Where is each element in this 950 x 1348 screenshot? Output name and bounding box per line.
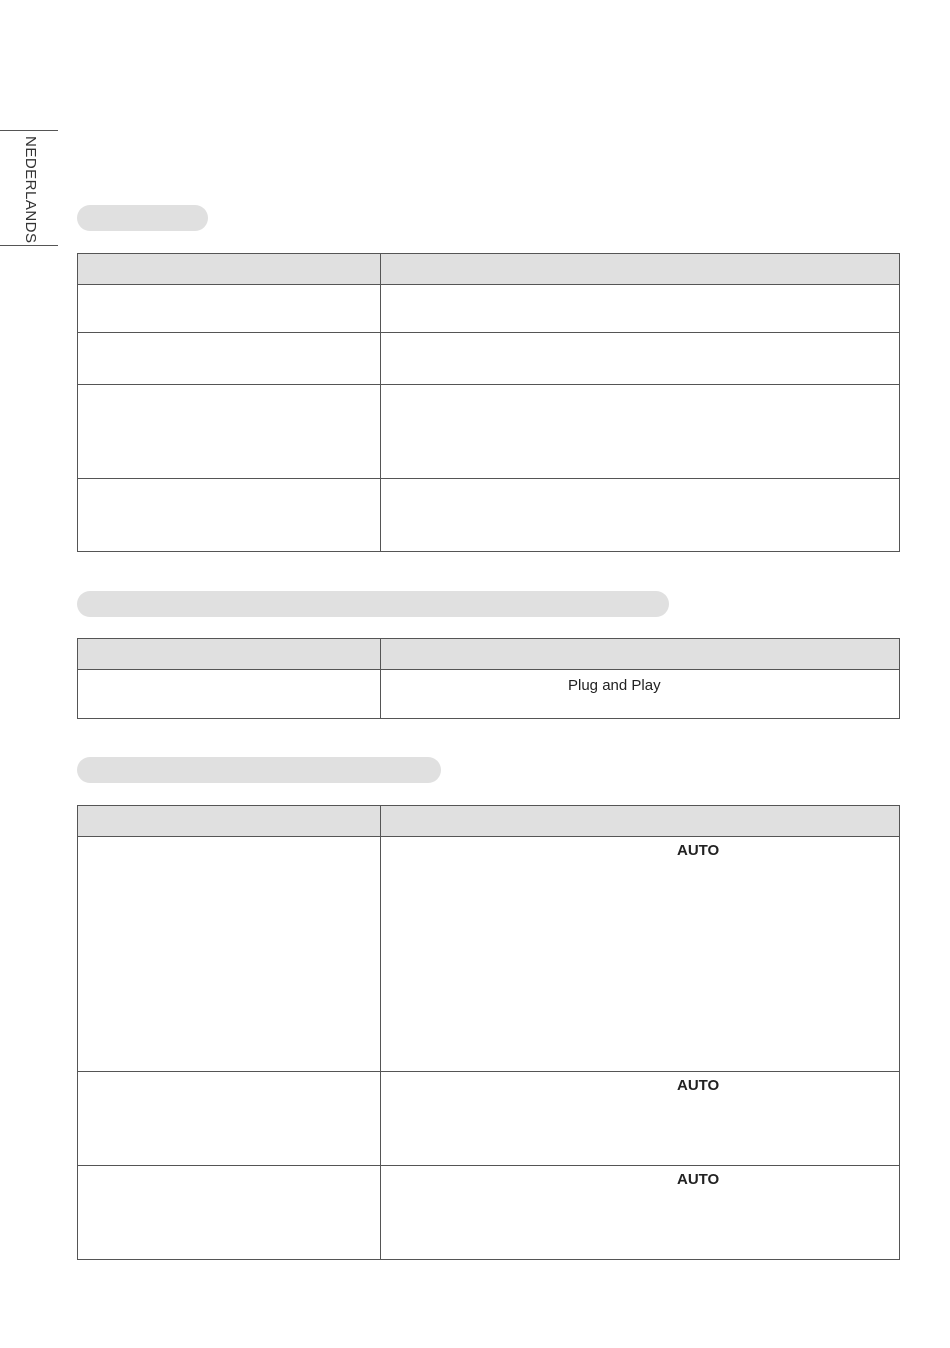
header-cell-solution: [381, 254, 900, 285]
section-3-table: [77, 805, 900, 1260]
table-cell: [78, 479, 381, 552]
auto-text: AUTO: [677, 842, 720, 859]
table-cell: [381, 385, 900, 479]
side-tab-top-rule: [0, 130, 58, 131]
table-header-row: [78, 639, 900, 670]
header-cell-problem: [78, 806, 381, 837]
table-cell: [78, 385, 381, 479]
plug-and-play-text: Plug and Play: [568, 677, 661, 694]
section-2-heading-pill: [77, 591, 669, 617]
section-3-heading-pill: [77, 757, 441, 783]
table-row: [78, 285, 900, 333]
table-cell: [381, 333, 900, 385]
table-cell: [381, 670, 900, 719]
table-cell: [381, 285, 900, 333]
table-row: [78, 837, 900, 1072]
side-tab-bottom-rule: [0, 245, 58, 246]
table-cell: [78, 333, 381, 385]
table-cell: [78, 837, 381, 1072]
table-header-row: [78, 806, 900, 837]
language-side-tab: [0, 130, 58, 246]
header-cell-problem: [78, 639, 381, 670]
table-row: [78, 333, 900, 385]
table-row: [78, 670, 900, 719]
section-2-table: [77, 638, 900, 719]
table-cell: [78, 1072, 381, 1166]
language-label: NEDERLANDS: [22, 136, 39, 244]
section-1-table: [77, 253, 900, 552]
header-cell-solution: [381, 806, 900, 837]
header-cell-problem: [78, 254, 381, 285]
table-cell: [381, 1072, 900, 1166]
table-row: [78, 479, 900, 552]
table-row: [78, 1166, 900, 1260]
table-cell: [381, 837, 900, 1072]
section-1-heading-pill: [77, 205, 208, 231]
table-cell: [78, 285, 381, 333]
table-row: [78, 385, 900, 479]
header-cell-solution: [381, 639, 900, 670]
table-cell: [381, 1166, 900, 1260]
auto-text: AUTO: [677, 1077, 720, 1094]
table-cell: [381, 479, 900, 552]
table-row: [78, 1072, 900, 1166]
table-cell: [78, 670, 381, 719]
table-cell: [78, 1166, 381, 1260]
auto-text: AUTO: [677, 1171, 720, 1188]
table-header-row: [78, 254, 900, 285]
